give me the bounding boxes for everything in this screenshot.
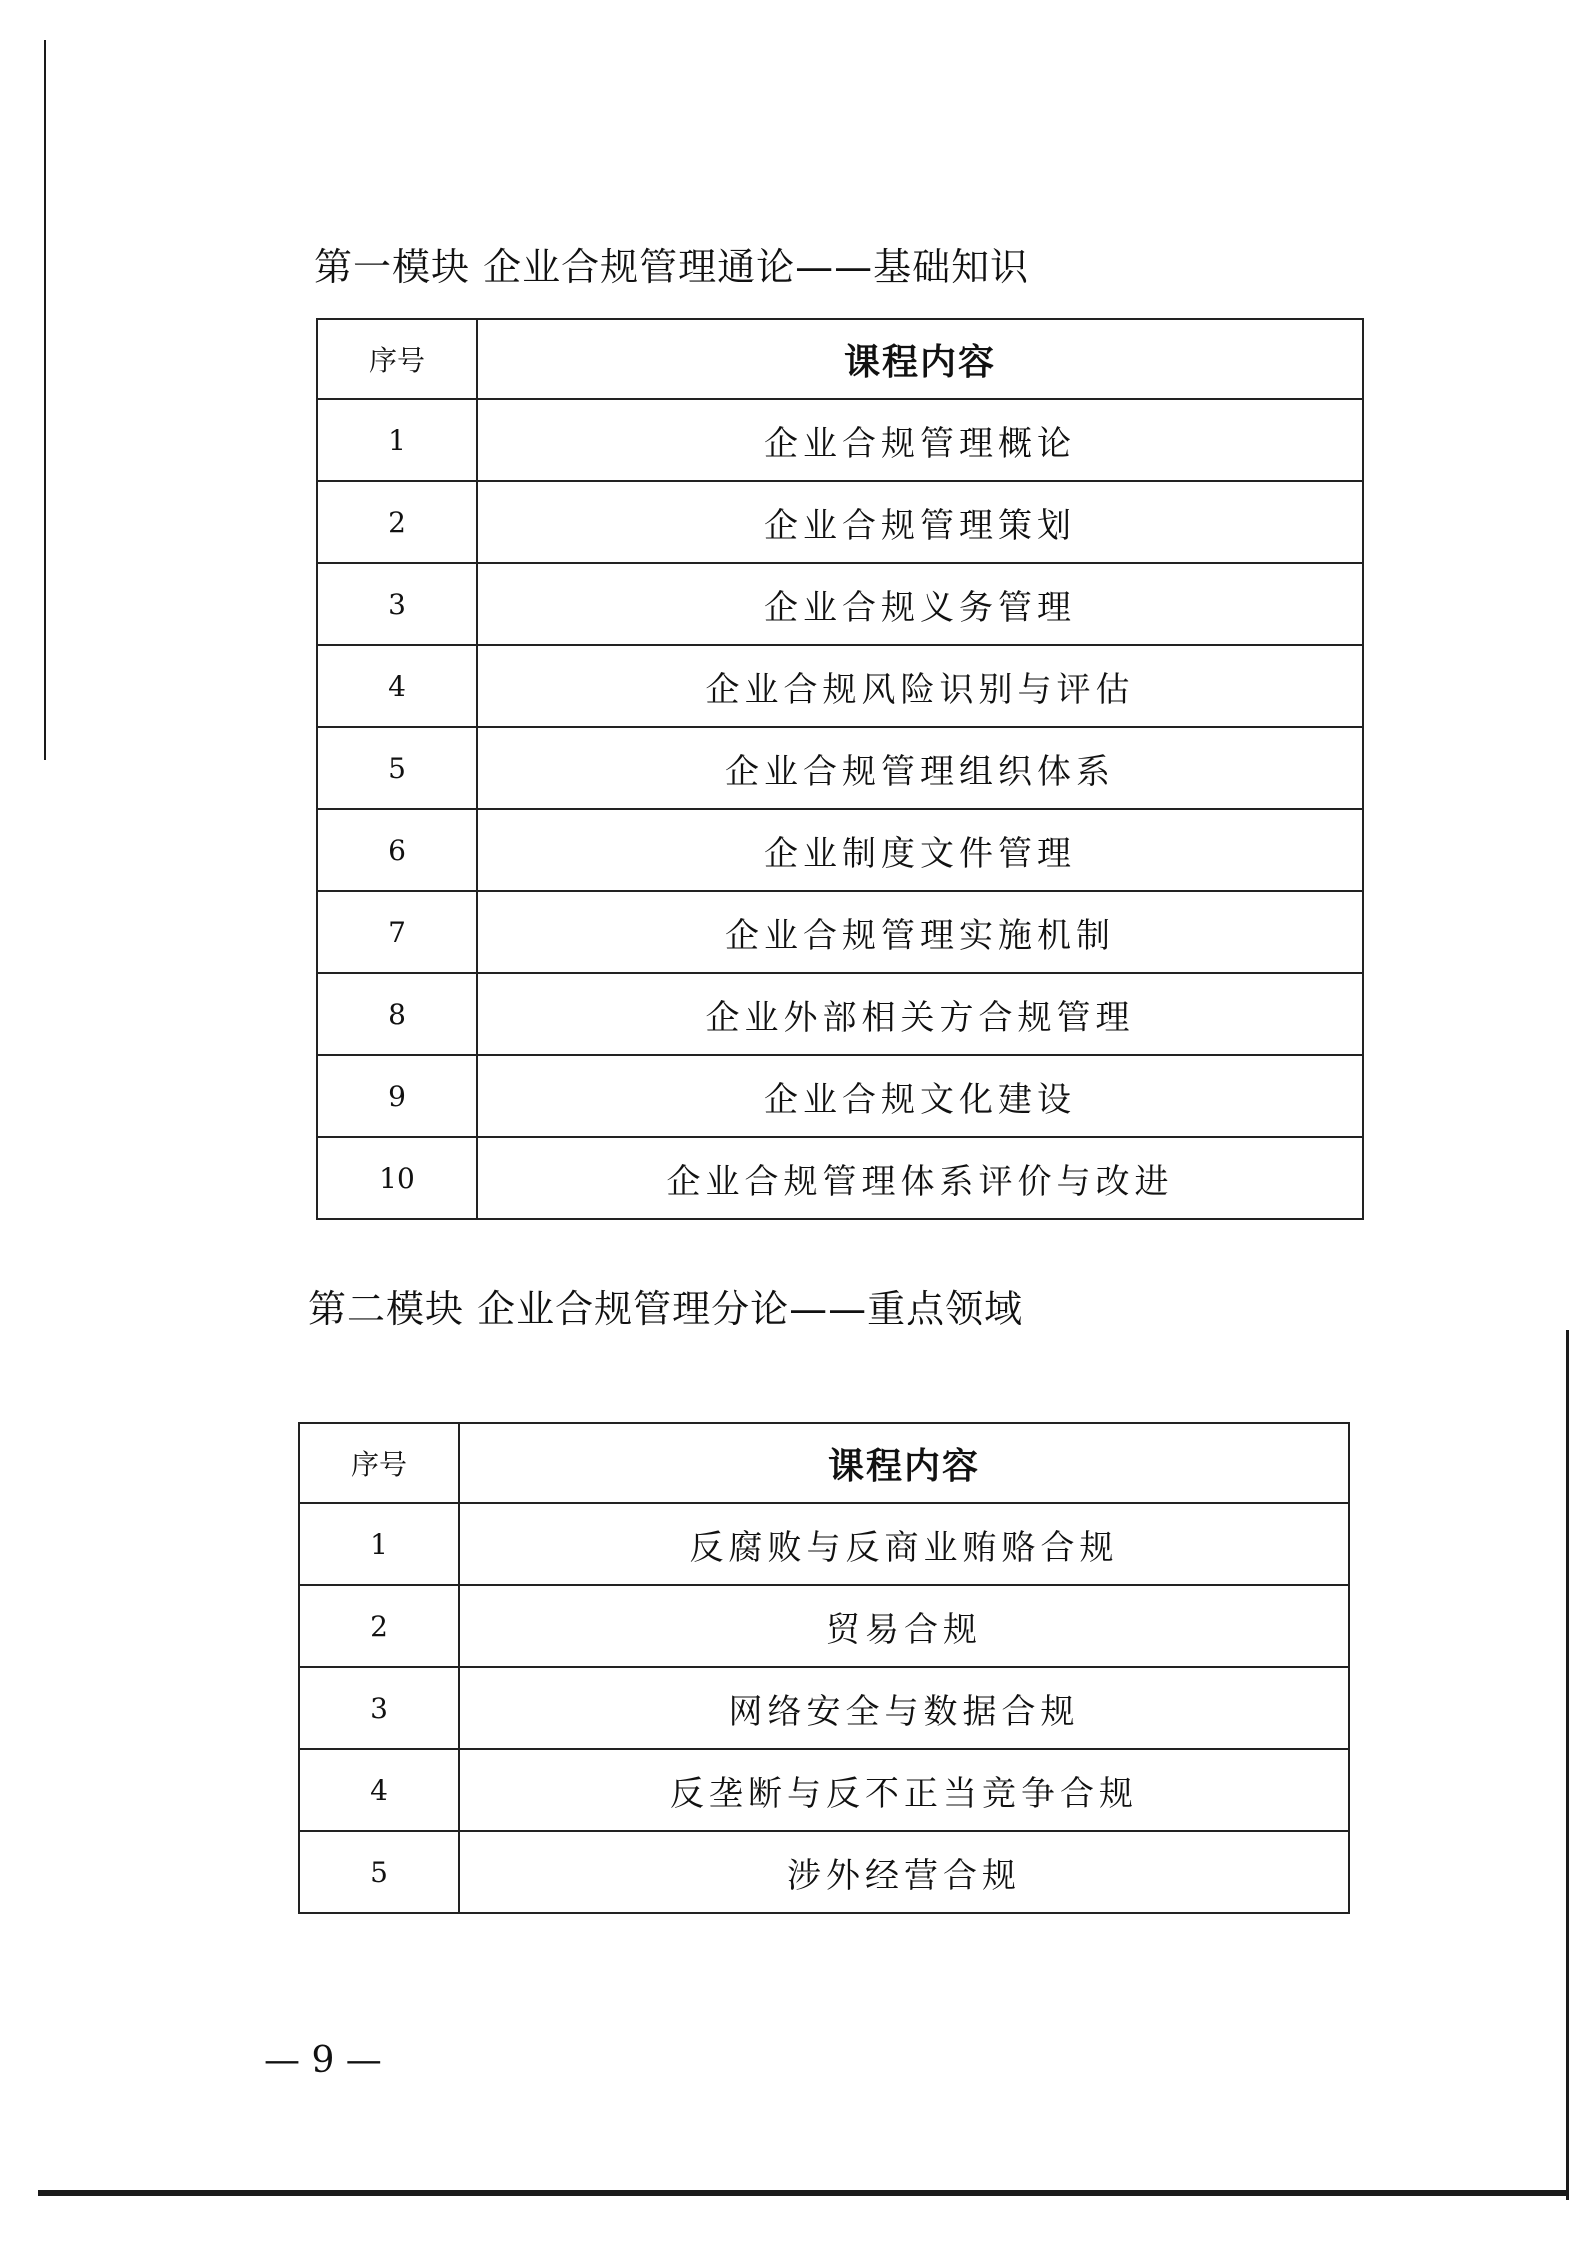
table-row: [317, 1137, 1363, 1219]
row-content: 企业合规管理策划: [477, 481, 1363, 563]
row-content: 企业合规文化建设: [477, 1055, 1363, 1137]
module1-course-table: [316, 318, 1364, 1220]
table-row: [299, 1667, 1349, 1749]
row-number: 1: [317, 399, 477, 481]
row-content: 企业合规管理体系评价与改进: [477, 1137, 1363, 1219]
row-content: 企业制度文件管理: [477, 809, 1363, 891]
row-content: 涉外经营合规: [459, 1831, 1349, 1913]
row-content: 贸易合规: [459, 1585, 1349, 1667]
table-row: [299, 1831, 1349, 1913]
row-number: 8: [317, 973, 477, 1055]
row-content: 企业外部相关方合规管理: [477, 973, 1363, 1055]
row-content: 反腐败与反商业贿赂合规: [459, 1503, 1349, 1585]
table-header-row: [299, 1423, 1349, 1503]
table-row: [299, 1749, 1349, 1831]
table-row: [317, 809, 1363, 891]
row-content: 反垄断与反不正当竞争合规: [459, 1749, 1349, 1831]
row-number: 1: [299, 1503, 459, 1585]
page-number: — 9 —: [264, 2040, 382, 2081]
row-number: 5: [317, 727, 477, 809]
row-content: 企业合规管理概论: [477, 399, 1363, 481]
module1-heading: 第一模块 企业合规管理通论——基础知识: [314, 245, 1030, 289]
row-number: 3: [299, 1667, 459, 1749]
table-row: [299, 1503, 1349, 1585]
table-row: [317, 399, 1363, 481]
header-serial-number: 序号: [317, 319, 477, 399]
table-row: [317, 891, 1363, 973]
row-number: 4: [317, 645, 477, 727]
header-course-content: 课程内容: [477, 319, 1363, 399]
table-row: [317, 1055, 1363, 1137]
scan-edge-left: [44, 40, 46, 760]
table-header-row: [317, 319, 1363, 399]
row-number: 4: [299, 1749, 459, 1831]
row-number: 5: [299, 1831, 459, 1913]
row-content: 企业合规义务管理: [477, 563, 1363, 645]
table-row: [299, 1585, 1349, 1667]
table-row: [317, 481, 1363, 563]
row-number: 2: [317, 481, 477, 563]
module2-heading: 第二模块 企业合规管理分论——重点领域: [308, 1287, 1024, 1331]
scan-edge-bottom: [38, 2190, 1568, 2196]
table-row: [317, 727, 1363, 809]
row-content: 网络安全与数据合规: [459, 1667, 1349, 1749]
scan-edge-right: [1566, 1330, 1569, 2200]
row-number: 7: [317, 891, 477, 973]
module2-course-table: [298, 1422, 1350, 1914]
row-number: 6: [317, 809, 477, 891]
row-content: 企业合规风险识别与评估: [477, 645, 1363, 727]
row-content: 企业合规管理实施机制: [477, 891, 1363, 973]
table-row: [317, 645, 1363, 727]
row-number: 3: [317, 563, 477, 645]
row-number: 9: [317, 1055, 477, 1137]
row-number: 2: [299, 1585, 459, 1667]
header-course-content: 课程内容: [459, 1423, 1349, 1503]
row-content: 企业合规管理组织体系: [477, 727, 1363, 809]
table-row: [317, 563, 1363, 645]
row-number: 10: [317, 1137, 477, 1219]
table-row: [317, 973, 1363, 1055]
header-serial-number: 序号: [299, 1423, 459, 1503]
